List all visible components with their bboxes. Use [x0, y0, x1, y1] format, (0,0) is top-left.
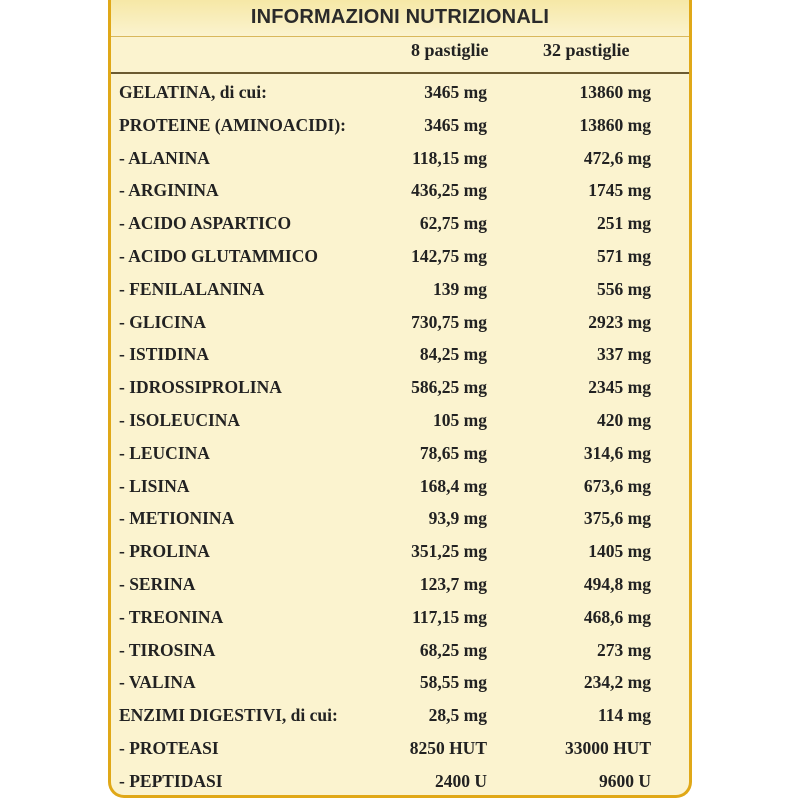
value-32-tablets: 251 mg — [597, 213, 651, 234]
nutrient-name: - ISTIDINA — [119, 344, 209, 365]
table-row — [111, 765, 689, 798]
nutrient-name: - GLICINA — [119, 311, 207, 332]
value-32-tablets: 1745 mg — [588, 180, 651, 201]
table-row — [111, 535, 689, 568]
nutrient-name: - TIROSINA — [119, 639, 216, 660]
value-32-tablets: 556 mg — [597, 278, 651, 299]
value-32-tablets: 33000 HUT — [564, 737, 651, 758]
column-header-8-tablets: 8 pastiglie — [411, 40, 489, 60]
value-8-tablets: 123,7 mg — [419, 573, 487, 594]
table-row — [111, 437, 689, 470]
value-8-tablets: 68,25 mg — [419, 639, 487, 660]
table-row — [111, 240, 689, 273]
value-32-tablets: 314,6 mg — [583, 442, 651, 463]
nutrient-name: - LISINA — [119, 475, 190, 496]
value-8-tablets: 28,5 mg — [428, 705, 487, 726]
table-row — [111, 371, 689, 404]
value-32-tablets: 673,6 mg — [583, 475, 651, 496]
table-row — [111, 568, 689, 601]
nutrient-name: - METIONINA — [119, 508, 235, 529]
nutrient-name: - PROTEASI — [119, 737, 219, 758]
nutrient-name: - ACIDO GLUTAMMICO — [119, 245, 318, 266]
header-divider — [111, 72, 689, 74]
nutrient-name: - ALANINA — [119, 147, 210, 168]
table-row — [111, 732, 689, 765]
value-32-tablets: 468,6 mg — [583, 606, 651, 627]
nutrient-name: - TREONINA — [119, 606, 224, 627]
table-row — [111, 470, 689, 503]
value-8-tablets: 168,4 mg — [419, 475, 487, 496]
value-32-tablets: 9600 U — [598, 770, 651, 791]
value-8-tablets: 3465 mg — [424, 114, 487, 135]
value-8-tablets: 139 mg — [433, 278, 487, 299]
nutrient-name: - IDROSSIPROLINA — [119, 377, 282, 398]
value-8-tablets: 93,9 mg — [428, 508, 487, 529]
nutrient-name: - FENILALANINA — [119, 278, 265, 299]
table-row — [111, 76, 689, 109]
nutrient-name: - LEUCINA — [119, 442, 210, 463]
value-8-tablets: 586,25 mg — [411, 377, 487, 398]
value-32-tablets: 2923 mg — [588, 311, 651, 332]
value-8-tablets: 2400 U — [434, 770, 487, 791]
table-row — [111, 404, 689, 437]
table-row — [111, 109, 689, 142]
value-32-tablets: 571 mg — [597, 245, 651, 266]
table-row — [111, 502, 689, 535]
value-32-tablets: 13860 mg — [579, 82, 651, 102]
table-row — [111, 142, 689, 175]
value-8-tablets: 8250 HUT — [409, 737, 487, 758]
value-32-tablets: 375,6 mg — [583, 508, 651, 529]
value-32-tablets: 472,6 mg — [583, 147, 651, 168]
title-bar — [111, 0, 689, 37]
nutrition-table — [111, 76, 689, 798]
table-row — [111, 634, 689, 667]
value-8-tablets: 117,15 mg — [412, 606, 487, 627]
nutrient-name: - SERINA — [119, 573, 196, 594]
value-8-tablets: 118,15 mg — [412, 147, 487, 168]
table-row — [111, 306, 689, 339]
value-32-tablets: 337 mg — [597, 344, 651, 365]
value-32-tablets: 234,2 mg — [583, 672, 651, 693]
nutrient-name: - VALINA — [119, 672, 196, 693]
value-8-tablets: 84,25 mg — [419, 344, 487, 365]
nutrition-facts-panel — [108, 0, 692, 798]
table-row — [111, 601, 689, 634]
value-8-tablets: 142,75 mg — [411, 245, 487, 266]
value-8-tablets: 62,75 mg — [419, 213, 487, 234]
value-8-tablets: 3465 mg — [424, 82, 487, 102]
value-32-tablets: 494,8 mg — [583, 573, 651, 594]
value-8-tablets: 105 mg — [433, 409, 487, 430]
table-row — [111, 174, 689, 207]
value-8-tablets: 78,65 mg — [419, 442, 487, 463]
value-8-tablets: 730,75 mg — [411, 311, 487, 332]
value-32-tablets: 2345 mg — [588, 377, 651, 398]
nutrient-name: PROTEINE (AMINOACIDI): — [119, 114, 347, 135]
nutrient-name: ENZIMI DIGESTIVI, di cui: — [119, 705, 338, 726]
panel-title: INFORMAZIONI NUTRIZIONALI — [250, 6, 550, 28]
nutrient-name: - PEPTIDASI — [119, 770, 223, 791]
nutrient-name: - ISOLEUCINA — [119, 409, 241, 430]
table-row — [111, 207, 689, 240]
value-32-tablets: 273 mg — [597, 639, 651, 660]
column-header-32-tablets: 32 pastiglie — [543, 40, 630, 60]
value-8-tablets: 351,25 mg — [411, 541, 487, 562]
value-32-tablets: 13860 mg — [579, 114, 651, 135]
nutrient-name: - ACIDO ASPARTICO — [119, 213, 292, 234]
nutrient-name: - PROLINA — [119, 541, 210, 562]
table-row — [111, 273, 689, 306]
table-row — [111, 666, 689, 699]
nutrient-name: - ARGININA — [119, 180, 219, 201]
value-32-tablets: 420 mg — [597, 409, 651, 430]
value-8-tablets: 436,25 mg — [411, 180, 487, 201]
nutrient-name: GELATINA, di cui: — [119, 82, 267, 102]
value-32-tablets: 114 mg — [598, 705, 651, 726]
table-row — [111, 699, 689, 732]
table-row — [111, 338, 689, 371]
value-32-tablets: 1405 mg — [588, 541, 651, 562]
value-8-tablets: 58,55 mg — [419, 672, 487, 693]
